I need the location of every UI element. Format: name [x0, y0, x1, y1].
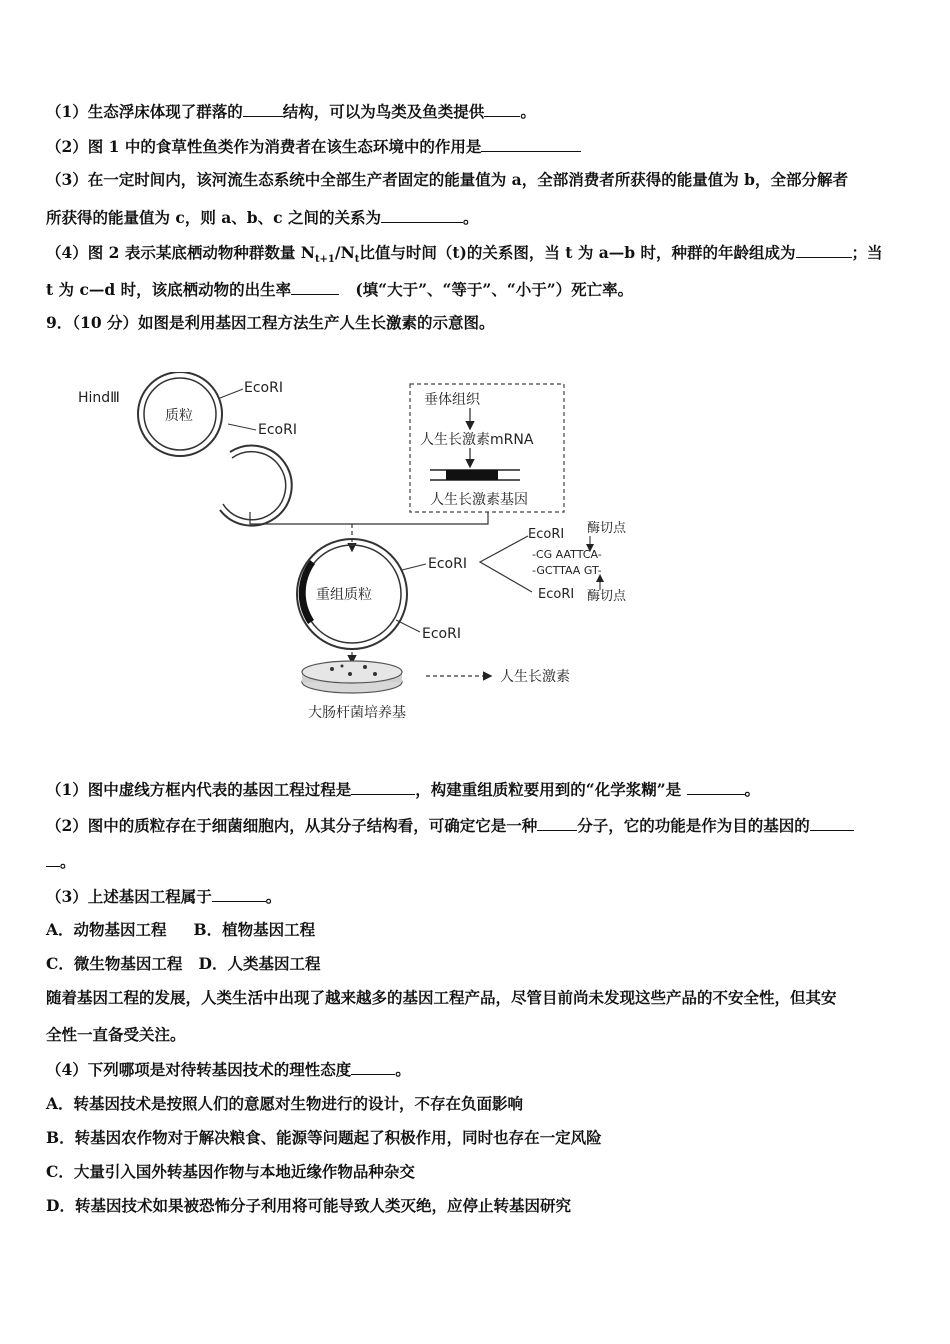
q8-sub3-text-b: 所获得的能量值为 c，则 a、b、c 之间的关系为: [46, 208, 381, 227]
q9-choice-d[interactable]: [46, 1195, 904, 1217]
q9-sub1-text-c: 。: [744, 780, 761, 799]
q9-sub4-text: （4）下列哪项是对待转基因技术的理性态度: [46, 1060, 352, 1079]
option-c[interactable]: C．微生物基因工程: [46, 954, 183, 973]
answer-blank[interactable]: [243, 100, 283, 117]
recombinant-plasmid: [297, 539, 407, 649]
q9-title-text: 9．（10 分）如图是利用基因工程方法生产人生长激素的示意图。: [46, 313, 495, 332]
paragraph-text-1: 随着基因工程的发展，人类生活中出现了越来越多的基因工程产品，尽管目前尚未发现这些产品的不安全性，但其安: [46, 988, 837, 1007]
q8-sub4-text-e: t 为 c—d 时，该底栖动物的出生率: [46, 280, 292, 299]
q8-sub4-text-a: （4）图 2 表示某底栖动物种群数量 N: [46, 243, 315, 262]
culture-label: 大肠杆菌培养基: [308, 705, 406, 721]
q9-sub2-text-c: 。: [60, 852, 76, 871]
option-a[interactable]: A．动物基因工程: [46, 920, 167, 939]
hindiii-label: HindⅢ: [78, 390, 120, 406]
q8-sub1: [46, 100, 904, 123]
q8-sub4-line2: [46, 278, 904, 301]
answer-blank[interactable]: [381, 206, 463, 223]
paragraph-text-2: 全性一直备受关注。: [46, 1025, 186, 1044]
recombinant-label: 重组质粒: [316, 587, 372, 603]
mrna-label: 人生长激素mRNA: [420, 432, 534, 448]
option-d[interactable]: D．人类基因工程: [198, 954, 321, 973]
q8-sub3-text-c: 。: [462, 208, 479, 227]
gene-engineering-diagram: [60, 372, 660, 732]
q9-sub4: [46, 1058, 904, 1081]
q9-sub1-text-b: ，构建重组质粒要用到的“化学浆糊”是: [415, 780, 682, 799]
answer-blank[interactable]: [212, 885, 266, 902]
ecori-cut-label-top: EcoRI: [528, 527, 565, 542]
ecori-label-bottom: EcoRI: [422, 626, 461, 642]
q9-sub2-text-b: 分子，它的功能是作为目的基因的: [577, 816, 810, 835]
ecori-label-mid: EcoRI: [258, 422, 297, 438]
q8-sub3-line2: [46, 206, 904, 229]
q9-paragraph-line2: [46, 1024, 904, 1046]
pointer-line: [228, 424, 256, 430]
choice-d-text: D．转基因技术如果被恐怖分子利用将可能导致人类灭绝，应停止转基因研究: [46, 1196, 571, 1215]
q9-options-ab: [46, 919, 904, 941]
gene-label: 人生长激素基因: [430, 492, 528, 508]
plasmid: [138, 372, 222, 456]
q8-sub4-text-d: ；当: [851, 243, 883, 262]
ecori-cut-label-bottom: EcoRI: [538, 587, 575, 602]
q9-title: [46, 312, 904, 334]
q9-sub3-end: 。: [265, 887, 282, 906]
q8-sub4-text-c: 比值与时间（t)的关系图，当 t 为 a—b 时，种群的年龄组成为: [359, 243, 796, 262]
choice-a-text: A．转基因技术是按照人们的意愿对生物进行的设计，不存在负面影响: [46, 1094, 524, 1113]
gene-bar: [430, 470, 520, 480]
ecori-label-top: EcoRI: [244, 380, 283, 396]
q9-paragraph-line1: [46, 987, 904, 1009]
ecori-label-right: EcoRI: [428, 556, 467, 572]
pointer-line: [220, 389, 243, 398]
answer-blank[interactable]: [46, 850, 60, 867]
choice-b-text: B．转基因农作物对于解决粮食、能源等问题起了积极作用，同时也存在一定风险: [46, 1128, 602, 1147]
q8-sub4-line1: [46, 241, 904, 271]
q9-choice-a[interactable]: [46, 1093, 904, 1115]
q9-sub1-text-a: （1）图中虚线方框内代表的基因工程过程是: [46, 780, 352, 799]
sequence-bottom: -GCTTAA GT-: [532, 564, 602, 577]
q9-sub4-end: 。: [395, 1060, 411, 1079]
q8-sub2: [46, 135, 904, 158]
q8-sub2-text: （2）图 1 中的食草性鱼类作为消费者在该生态环境中的作用是: [46, 137, 482, 156]
answer-blank[interactable]: [537, 814, 577, 831]
answer-blank[interactable]: [291, 278, 339, 295]
answer-blank[interactable]: [484, 100, 520, 117]
option-b[interactable]: B．植物基因工程: [193, 920, 316, 939]
answer-blank[interactable]: [687, 778, 745, 795]
answer-blank[interactable]: [351, 1058, 395, 1075]
q9-sub1: [46, 778, 904, 801]
hgh-label: 人生长激素: [500, 669, 570, 685]
q9-choice-c[interactable]: [46, 1161, 904, 1183]
cut-site-label-bottom: 酶切点: [587, 589, 627, 604]
q9-sub2-line2: [46, 850, 904, 873]
pointer-line: [396, 620, 420, 632]
cut-site-label-top: 酶切点: [587, 521, 627, 536]
join-line: [250, 512, 488, 524]
pituitary-label: 垂体组织: [424, 392, 480, 408]
pointer-line: [402, 564, 426, 570]
q9-options-cd: [46, 953, 904, 975]
answer-blank[interactable]: [481, 135, 581, 152]
petri-dish: [302, 661, 402, 693]
q9-sub3-text: （3）上述基因工程属于: [46, 887, 212, 906]
q9-sub2-line1: [46, 814, 904, 837]
plasmid-label: 质粒: [165, 408, 193, 424]
subscript: t: [354, 254, 360, 266]
choice-c-text: C．大量引入国外转基因作物与本地近缘作物品种杂交: [46, 1162, 415, 1181]
q8-sub4-text-b: /N: [334, 243, 355, 262]
q9-sub3: [46, 885, 904, 908]
subscript: t+1: [314, 254, 335, 266]
q8-sub1-text-b: 结构，可以为鸟类及鱼类提供: [282, 102, 485, 121]
q8-sub3-line1: [46, 169, 904, 191]
answer-blank[interactable]: [351, 778, 415, 795]
sequence-top: -CG AATTCA-: [532, 548, 602, 561]
q8-sub4-text-f: (填“大于”、“等于”、“小于”）死亡率。: [355, 280, 634, 299]
answer-blank[interactable]: [810, 814, 854, 831]
answer-blank[interactable]: [796, 241, 852, 258]
q8-sub1-text-a: （1）生态浮床体现了群落的: [46, 102, 243, 121]
q8-sub3-text-a: （3）在一定时间内，该河流生态系统中全部生产者固定的能量值为 a，全部消费者所获得的能量值为 b，全部分解者: [46, 170, 848, 189]
bracket-line: [480, 536, 532, 592]
q9-sub2-text-a: （2）图中的质粒存在于细菌细胞内，从其分子结构看，可确定它是一种: [46, 816, 538, 835]
q9-choice-b[interactable]: [46, 1127, 904, 1149]
q8-sub1-text-c: 。: [520, 102, 536, 121]
